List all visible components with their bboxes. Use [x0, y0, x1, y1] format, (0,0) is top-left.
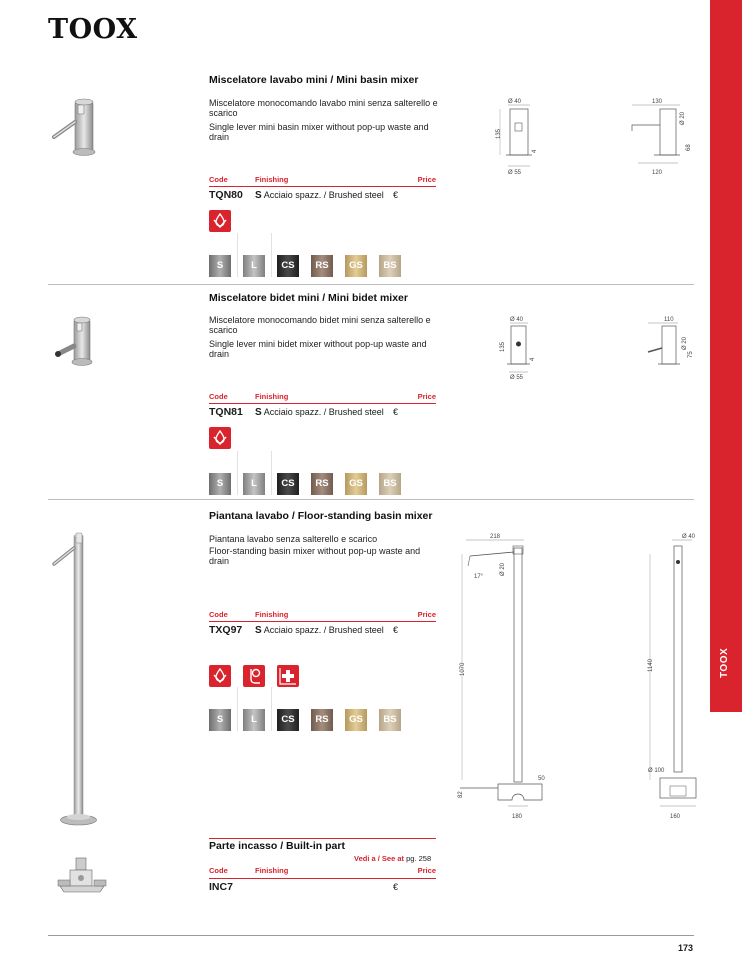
swatch[interactable]: BS [379, 473, 401, 495]
finishing-value [255, 407, 384, 418]
swatch[interactable]: S [209, 473, 231, 495]
dim-label: 17° [474, 574, 484, 580]
swatch[interactable]: CS [277, 255, 299, 277]
finishing-value [255, 625, 384, 636]
header-finishing: Finishing [255, 392, 289, 401]
page-number: 173 [677, 943, 693, 953]
technical-drawing-side [640, 530, 700, 826]
dim-label: 110 [664, 317, 674, 323]
dim-label: Ø 55 [508, 170, 522, 176]
swatch[interactable]: L [243, 473, 265, 495]
built-in-title: Parte incasso / Built-in part [209, 840, 345, 852]
header-price: Price [417, 866, 436, 875]
finishing-value [255, 190, 384, 201]
swatch[interactable]: BS [379, 709, 401, 731]
dim-label: 4 [530, 357, 536, 361]
finishing-label: Acciaio spazz. / Brushed steel [263, 407, 384, 417]
product-image-mini-basin-mixer [48, 92, 100, 163]
price-table-header [209, 175, 436, 186]
swatch[interactable]: RS [311, 255, 333, 277]
price-row [209, 403, 436, 417]
header-code: Code [209, 610, 228, 619]
thermostatic-icon [243, 665, 265, 687]
swatch[interactable]: S [209, 255, 231, 277]
section-divider [48, 499, 694, 500]
swatch[interactable]: GS [345, 709, 367, 731]
price-table-header [209, 866, 436, 877]
dim-label: 135 [500, 341, 506, 352]
product-image-built-in-part [56, 856, 108, 903]
swatch[interactable]: GS [345, 255, 367, 277]
header-code: Code [209, 175, 228, 184]
water-saving-icon [209, 427, 231, 449]
water-saving-icon [209, 665, 231, 687]
dim-label: Ø 40 [682, 534, 696, 540]
dim-label: 218 [490, 534, 501, 540]
product-desc-en: Floor-standing basin mixer without pop-up waste and drain [209, 546, 421, 567]
price-table-header [209, 610, 436, 621]
finishing-code: S [255, 190, 262, 201]
product-image-mini-bidet-mixer [50, 312, 102, 375]
price-currency: € [393, 625, 399, 635]
dim-label: Ø 20 [682, 336, 688, 350]
price-row [209, 621, 436, 635]
built-in-rule [209, 838, 436, 839]
side-tab-label: TOOX [719, 647, 730, 679]
finishing-label: Acciaio spazz. / Brushed steel [263, 625, 384, 635]
swatch[interactable]: L [243, 255, 265, 277]
water-saving-icon [209, 210, 231, 232]
brand-logo: TOOX [48, 14, 138, 45]
dim-label: Ø 20 [500, 562, 506, 576]
price-currency: € [393, 882, 399, 892]
medical-cross-icon [277, 665, 299, 687]
header-finishing: Finishing [255, 175, 289, 184]
product-code: TXQ97 [209, 624, 243, 636]
dim-label: 1140 [648, 659, 654, 672]
dim-label: 4 [532, 149, 538, 153]
see-at-label: Vedi a / See at [354, 854, 405, 863]
swatch[interactable]: CS [277, 473, 299, 495]
dim-label: 135 [496, 128, 502, 139]
swatch[interactable]: GS [345, 473, 367, 495]
swatch[interactable]: L [243, 709, 265, 731]
technical-drawing-front [488, 95, 548, 180]
product-desc-it: Miscelatore monocomando lavabo mini senza salterello e scarico [209, 98, 438, 119]
product-title: Miscelatore bidet mini / Mini bidet mixer [209, 292, 408, 304]
dim-label: 1070 [460, 662, 466, 676]
product-title: Piantana lavabo / Floor-standing basin mixer [209, 510, 433, 522]
dim-label: Ø 20 [680, 111, 686, 125]
product-code: TQN80 [209, 189, 243, 201]
dim-label: 68 [686, 144, 692, 151]
price-currency: € [393, 190, 399, 200]
swatch[interactable]: S [209, 709, 231, 731]
dim-label: 120 [652, 170, 663, 176]
dim-label: 82 [458, 791, 464, 798]
dim-label: Ø 100 [648, 768, 665, 774]
swatch[interactable]: RS [311, 709, 333, 731]
technical-drawing-side [624, 95, 704, 180]
header-code: Code [209, 866, 228, 875]
header-price: Price [417, 392, 436, 401]
dim-label: Ø 55 [510, 375, 524, 381]
product-desc-en: Single lever mini basin mixer without pop-up waste and drain [209, 122, 429, 143]
header-finishing: Finishing [255, 866, 289, 875]
dim-label: 50 [538, 776, 545, 782]
section-divider [48, 284, 694, 285]
side-tab [710, 0, 742, 712]
swatch[interactable]: RS [311, 473, 333, 495]
finishing-code: S [255, 625, 262, 636]
price-row [209, 186, 436, 200]
product-desc-it: Miscelatore monocomando bidet mini senza salterello e scarico [209, 315, 431, 336]
header-price: Price [417, 610, 436, 619]
page-reference: pg. 258 [406, 854, 432, 863]
technical-drawing-front [494, 314, 544, 382]
header-finishing: Finishing [255, 610, 289, 619]
dim-label: Ø 40 [510, 317, 524, 323]
price-table-header [209, 392, 436, 403]
header-code: Code [209, 392, 228, 401]
price-currency: € [393, 407, 399, 417]
product-code: INC7 [209, 881, 233, 893]
finishing-code: S [255, 407, 262, 418]
swatch[interactable]: CS [277, 709, 299, 731]
product-title: Miscelatore lavabo mini / Mini basin mixer [209, 74, 419, 86]
price-row [209, 878, 436, 892]
technical-drawing-front [452, 530, 552, 826]
see-at-reference[interactable] [354, 854, 431, 863]
product-code: TQN81 [209, 406, 243, 418]
swatch[interactable]: BS [379, 255, 401, 277]
finishing-label: Acciaio spazz. / Brushed steel [263, 190, 384, 200]
product-desc-en: Single lever mini bidet mixer without pop-up waste and drain [209, 339, 427, 360]
footer-rule [48, 935, 694, 936]
dim-label: 130 [652, 99, 663, 105]
dim-label: 180 [512, 814, 523, 820]
dim-label: Ø 40 [508, 99, 522, 105]
product-image-floor-standing-mixer [50, 530, 100, 835]
dim-label: 75 [688, 351, 694, 358]
dim-label: 160 [670, 814, 681, 820]
header-price: Price [417, 175, 436, 184]
technical-drawing-side [644, 314, 696, 372]
product-desc-it: Piantana lavabo senza salterello e scarico [209, 534, 378, 544]
